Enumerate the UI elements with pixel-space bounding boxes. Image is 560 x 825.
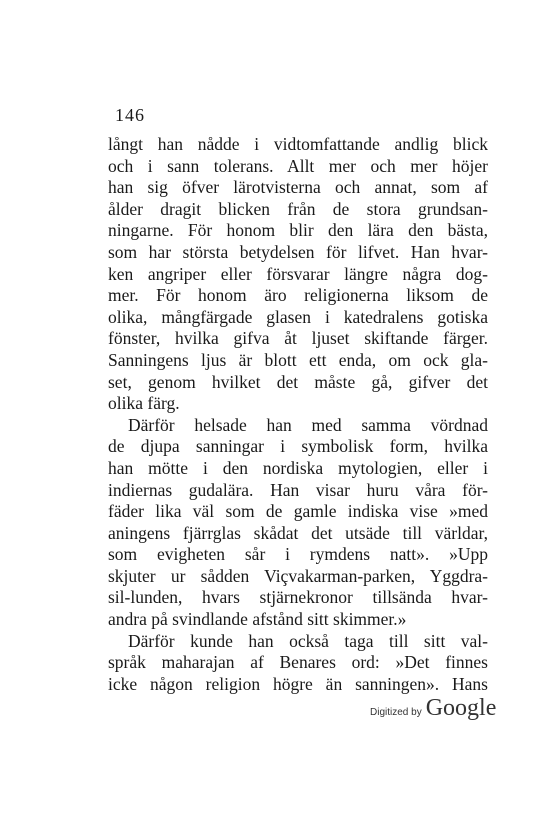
text-line: sil-lunden, hvars stjärnekronor tillsända hvar- — [108, 587, 488, 608]
text-line: Därför helsade han med samma vördnad — [128, 414, 488, 435]
text-line: icke någon religion högre än sanningen». Hans — [108, 673, 488, 694]
text-line: ningarne. För honom blir den lära den bästa, — [108, 220, 488, 241]
text-line: språk maharajan af Benares ord: »Det finnes — [108, 652, 488, 673]
text-line: som har största betydelsen för lifvet. Han hvar- — [108, 241, 488, 262]
text-line: de djupa sanningar i symbolisk form, hvilka — [108, 436, 488, 457]
text-line: Därför kunde han också taga till sitt val- — [128, 630, 488, 651]
text-line: set, genom hvilket det måste gå, gifver det — [108, 371, 488, 392]
text-line: aningens fjärrglas skådat det utsäde till världar, — [108, 522, 488, 543]
text-line: som evigheten sår i rymdens natt». »Upp — [108, 544, 488, 565]
text-line: fäder lika väl som de gamle indiska vise »med — [108, 501, 488, 522]
page-number: 146 — [115, 105, 145, 125]
text-line: mer. För honom äro religionerna liksom de — [108, 285, 488, 306]
text-line: skjuter ur sådden Viçvakarman-parken, Yggdra- — [108, 565, 488, 586]
text-line: ken angriper eller försvarar längre några dog- — [108, 263, 488, 284]
body-text — [108, 134, 488, 695]
text-line: långt han nådde i vidtomfattande andlig blick — [108, 134, 488, 154]
text-line: Sanningens ljus är blott ett enda, om ock gla- — [108, 349, 488, 370]
text-line: och i sann tolerans. Allt mer och mer höjer — [108, 155, 488, 176]
text-line: han sig öfver lärotvisterna och annat, som af — [108, 177, 488, 198]
text-line: olika, mångfärgade glasen i katedralens gotiska — [108, 306, 488, 327]
text-line: andra på svindlande afstånd sitt skimmer.» — [108, 609, 407, 630]
text-line: fönster, hvilka gifva åt ljuset skiftande färger. — [108, 328, 488, 349]
text-line: ålder dragit blicken från de stora grundsan- — [108, 198, 488, 219]
digitized-by-google-watermark — [370, 695, 496, 722]
watermark-brand: Google — [425, 695, 497, 721]
watermark-prefix: Digitized by — [370, 707, 422, 718]
text-line: olika färg. — [108, 393, 180, 414]
text-line: han mötte i den nordiska mytologien, eller i — [108, 457, 488, 478]
text-line: indiernas gudalära. Han visar huru våra för- — [108, 479, 488, 500]
